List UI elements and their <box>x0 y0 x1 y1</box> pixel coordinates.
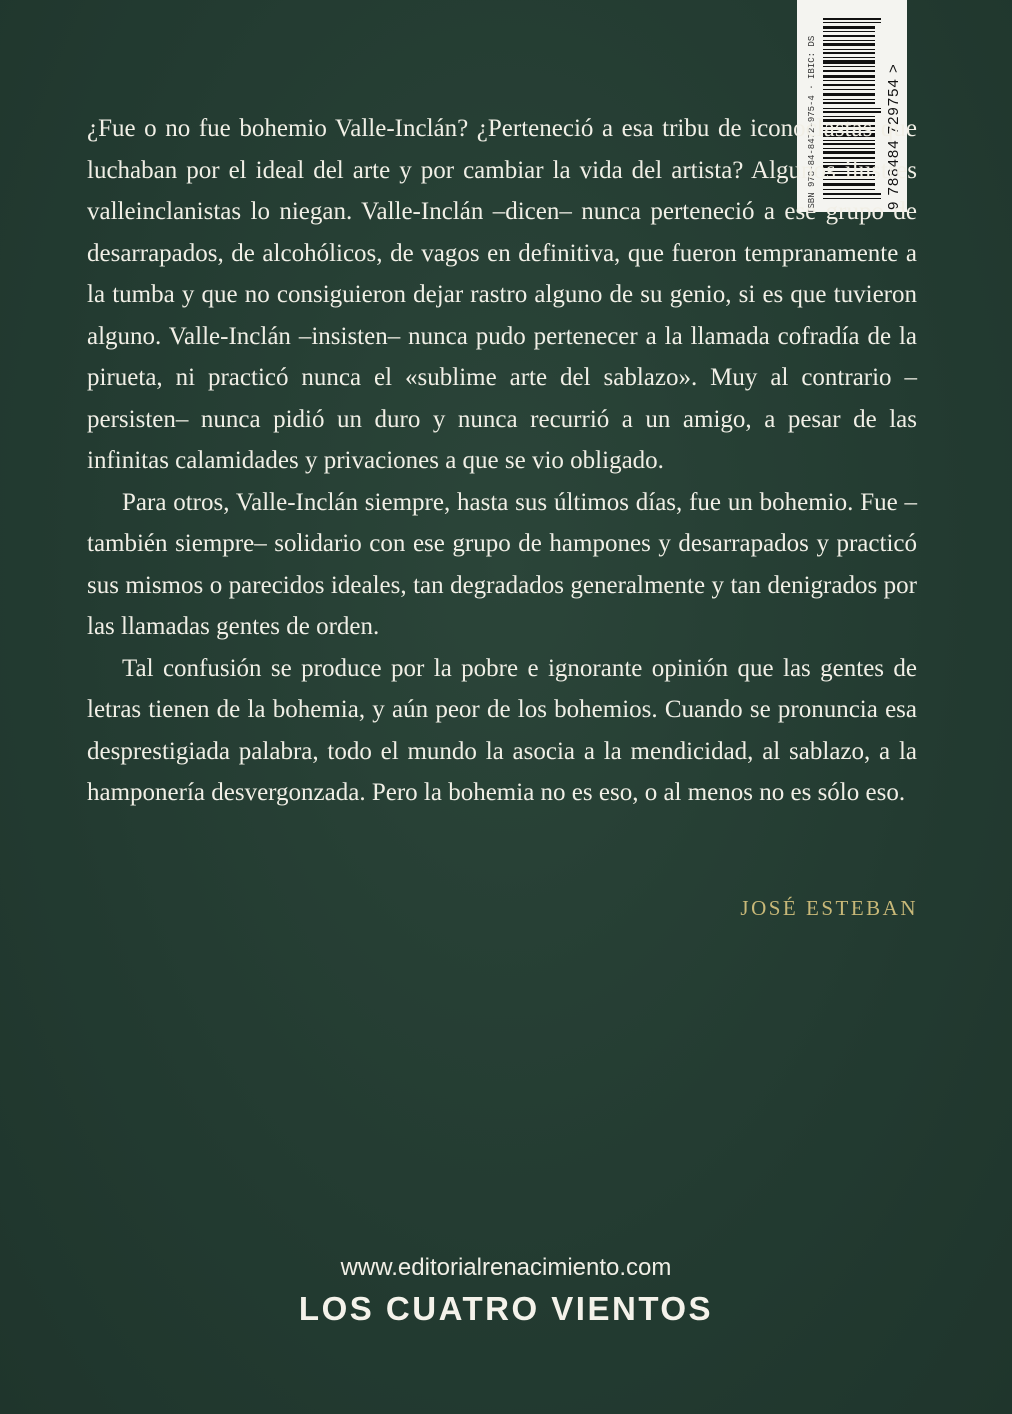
blurb-text <box>87 108 917 814</box>
collection-name: LOS CUATRO VIENTOS <box>298 1290 714 1327</box>
publisher-website: www.editorialrenacimiento.com <box>340 1254 672 1281</box>
isbn-text: ISBN 978-84-8472-975-4 · IBIC: DS <box>807 35 817 214</box>
author-signature: JOSÉ ESTEBAN <box>740 896 918 920</box>
barcode-digits: 9 788484 729754 > <box>885 63 902 210</box>
blurb-paragraph-3: Tal confusión se produce por la pobre e ignorante opinión que las gentes de letras tienen de la bohemia, y aún peor de los bohemios. Cuando se pronuncia esa desprestigiada palabra, todo el mundo la asocia a la mendicidad, al sablazo, a la hamponería desvergonzada. Pero la bohemia no es eso, o al menos no es sólo eso. <box>87 654 917 806</box>
blurb-paragraph-2: Para otros, Valle-Inclán siempre, hasta sus últimos días, fue un bohemio. Fue –también siempre– solidario con ese grupo de hampones y desarrapados y practicó sus mismos o parecidos ideales, tan degradados generalmente y tan denigrados por las llamadas gentes de orden. <box>87 488 917 640</box>
blurb-paragraph-1: ¿Fue o no fue bohemio Valle-Inclán? ¿Perteneció a esa tribu de iconoclastas que luchaban por el ideal del arte y por cambiar la vida del artista? Algunos ilustres valleinclanistas lo niegan. Valle-Inclán –dicen– nunca perteneció a ese grupo de desarrapados, de alcohólicos, de vagos en definitiva, que fueron tempranamente a la tumba y que no consiguieron dejar rastro alguno de su genio, si es que tuvieron alguno. Valle-Inclán –insisten– nunca pudo pertenecer a la llamada cofradía de la pirueta, ni practicó nunca el «sublime arte del sablazo». Muy al contrario –persisten– nunca pidió un duro y nunca recurrió a un amigo, a pesar de las infinitas calamidades y privaciones a que se vio obligado. <box>87 115 917 474</box>
